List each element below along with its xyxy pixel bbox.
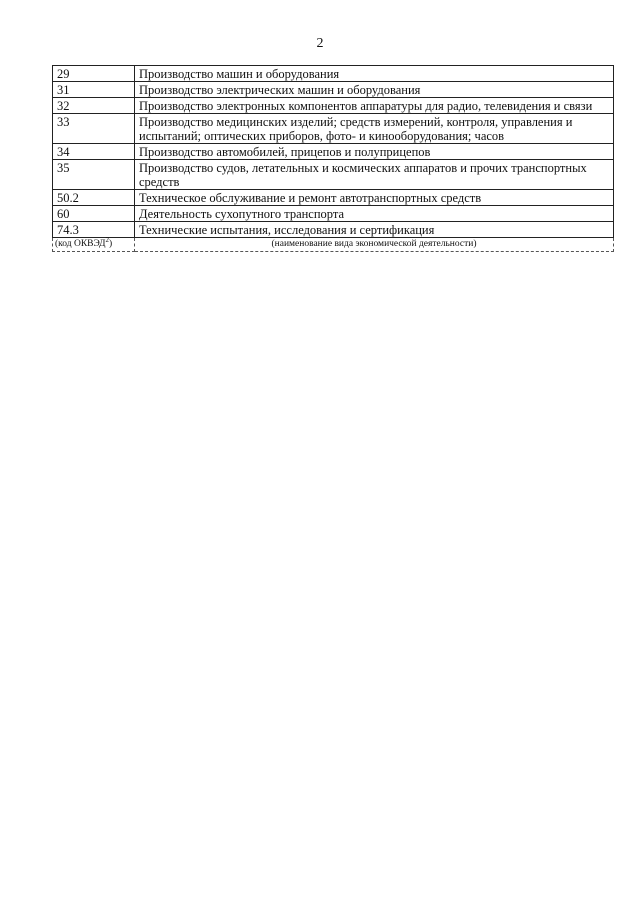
okved-code: 60 bbox=[53, 206, 135, 222]
page-number: 2 bbox=[316, 36, 324, 51]
okved-code: 35 bbox=[53, 160, 135, 190]
okved-code-caption-end: ) bbox=[108, 239, 113, 249]
activity-name: Производство электронных компонентов аппаратуры для радио, телевидения и связи bbox=[135, 98, 614, 114]
okved-table bbox=[52, 65, 614, 252]
okved-code: 32 bbox=[53, 98, 135, 114]
activity-name: Техническое обслуживание и ремонт автотранспортных средств bbox=[135, 190, 614, 206]
activity-name: Производство автомобилей, прицепов и полуприцепов bbox=[135, 144, 614, 160]
table-row bbox=[53, 222, 614, 238]
okved-code-caption bbox=[53, 235, 135, 252]
table-row bbox=[53, 114, 614, 144]
activity-name-caption: (наименование вида экономической деятельности) bbox=[135, 238, 614, 252]
table-footer-row bbox=[53, 238, 614, 252]
okved-code: 29 bbox=[53, 66, 135, 82]
activity-name: Технические испытания, исследования и сертификация bbox=[135, 222, 614, 238]
okved-code: 33 bbox=[53, 114, 135, 144]
activity-name: Производство медицинских изделий; средств измерений, контроля, управления и испытаний; оптических приборов, фото- и кинооборудования; часов bbox=[135, 114, 614, 144]
okved-code: 34 bbox=[53, 144, 135, 160]
activity-name: Производство электрических машин и оборудования bbox=[135, 82, 614, 98]
table-row bbox=[53, 144, 614, 160]
activity-name: Деятельность сухопутного транспорта bbox=[135, 206, 614, 222]
okved-code: 31 bbox=[53, 82, 135, 98]
activity-name: Производство судов, летательных и космических аппаратов и прочих транспортных средств bbox=[135, 160, 614, 190]
okved-code: 50.2 bbox=[53, 190, 135, 206]
table-row bbox=[53, 98, 614, 114]
okved-code: 74.3 bbox=[53, 222, 135, 238]
table-row bbox=[53, 160, 614, 190]
footnote-marker: 2 bbox=[105, 235, 109, 244]
okved-code-caption-text: (код ОКВЭД bbox=[55, 239, 106, 249]
table-row bbox=[53, 206, 614, 222]
activity-name: Производство машин и оборудования bbox=[135, 66, 614, 82]
table-row bbox=[53, 82, 614, 98]
table-row bbox=[53, 66, 614, 82]
table-row bbox=[53, 190, 614, 206]
